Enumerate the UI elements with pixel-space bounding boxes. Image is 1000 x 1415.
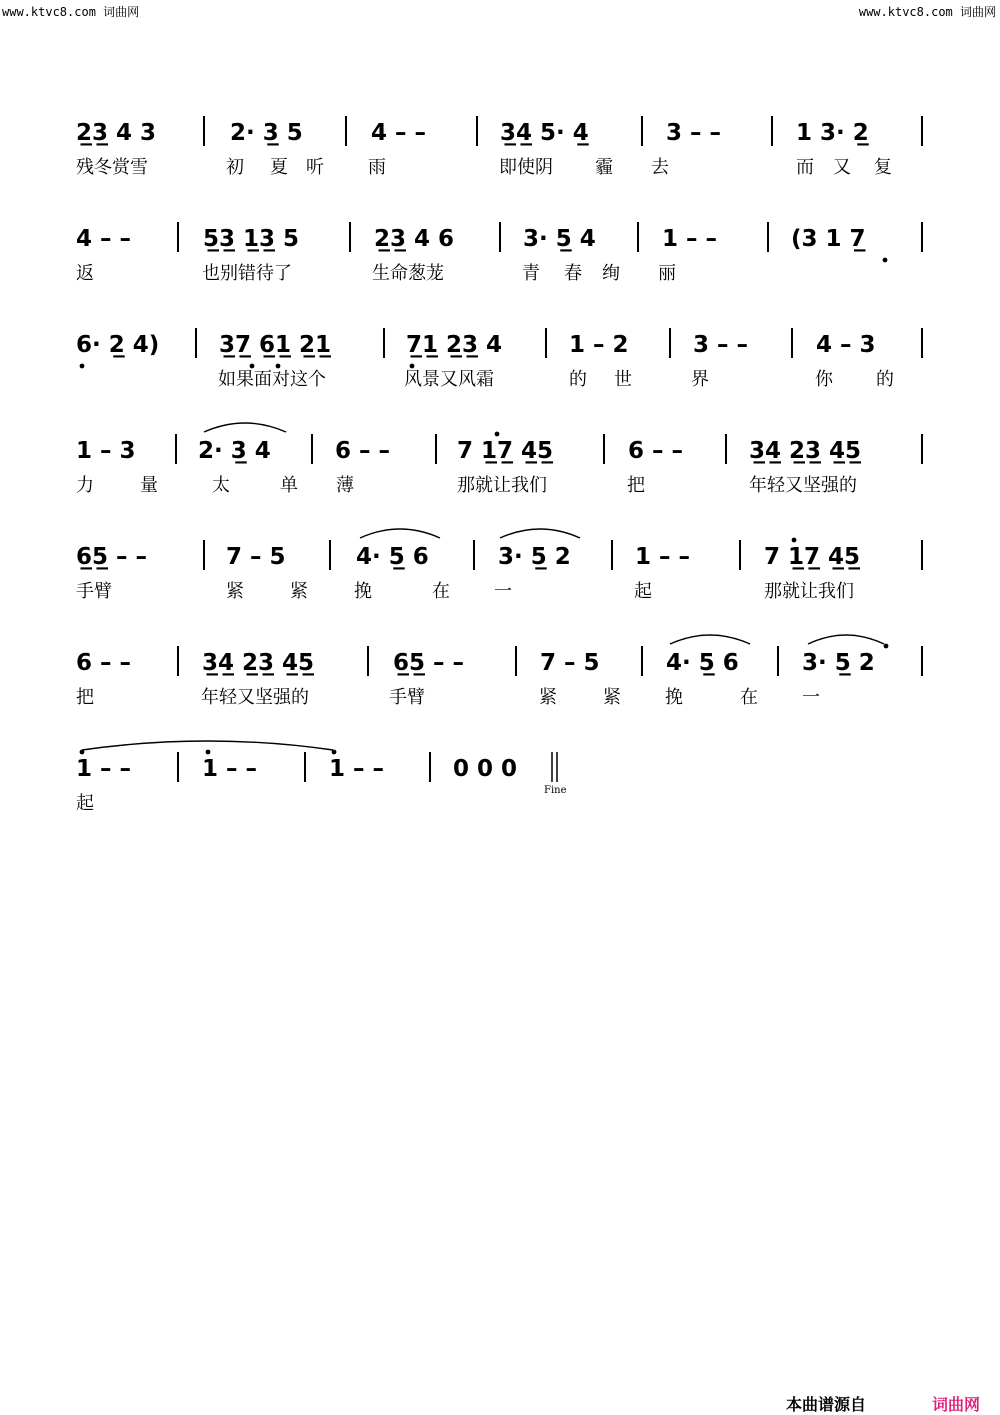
lyric-3-7: 的 <box>876 369 894 390</box>
lyric-3-1: 如果面对这个 <box>218 369 326 390</box>
lyric-6-3: 手臂 <box>389 687 425 708</box>
measure-7-1: 1 – – <box>76 756 132 782</box>
lyric-4-2: 量 <box>140 475 158 496</box>
lyric-1-2: 初 <box>226 157 244 178</box>
lyric-1-3: 夏 <box>270 157 288 178</box>
header-watermark-left: www.ktvc8.com 词曲网 <box>2 5 140 19</box>
lyrics-layer <box>76 157 894 814</box>
low-octave-dot-4 <box>276 364 281 369</box>
lyric-1-1: 残冬赏雪 <box>76 157 148 178</box>
measure-4-5: 6 – – <box>628 438 684 464</box>
measure-5-1: 6̲5̲ – – <box>76 544 148 570</box>
measure-1-5: 3 – – <box>666 120 722 146</box>
measure-6-2: 3̲4̲ 2̲3̲ 4̲5̲ <box>202 650 315 676</box>
measure-4-3: 6 – – <box>335 438 391 464</box>
measure-3-3: 7̲1̲ 2̲3̲ 4 <box>406 332 503 358</box>
lyric-5-1: 手臂 <box>76 581 112 602</box>
lyric-2-7: 丽 <box>658 263 676 284</box>
lyric-1-6: 即使阴 <box>499 157 553 178</box>
footer-site-name: 词曲网 <box>932 1395 981 1414</box>
measure-6-1: 6 – – <box>76 650 132 676</box>
measure-3-4: 1 – 2 <box>569 332 629 358</box>
low-octave-dot-1 <box>883 258 888 263</box>
measure-6-6: 3· 5̲ 2 <box>802 650 875 676</box>
high-octave-dot-4 <box>80 750 85 755</box>
lyric-1-8: 去 <box>651 157 669 178</box>
header-watermark-right: www.ktvc8.com 词曲网 <box>858 5 996 19</box>
lyric-4-7: 把 <box>627 475 645 496</box>
measure-3-1: 6· 2̲ 4) <box>76 332 160 358</box>
measure-6-3: 6̲5̲ – – <box>393 650 465 676</box>
lyric-1-9: 而 <box>796 157 814 178</box>
lyric-5-6: 一 <box>494 581 512 602</box>
low-octave-dot-5 <box>410 364 415 369</box>
lyric-3-5: 界 <box>691 369 709 390</box>
lyric-3-4: 世 <box>614 369 632 390</box>
lyric-1-11: 复 <box>874 157 892 178</box>
lyric-2-2: 也别错待了 <box>202 263 292 284</box>
measure-3-6: 4 – 3 <box>816 332 876 358</box>
measure-2-2: 5̲3̲ 1̲3̲ 5 <box>203 226 300 252</box>
lyric-1-4: 听 <box>306 157 324 178</box>
measure-5-5: 1 – – <box>635 544 691 570</box>
lyric-1-7: 霾 <box>595 157 613 178</box>
slur-5 <box>808 635 884 644</box>
lyric-2-1: 返 <box>76 263 94 284</box>
low-octave-dot-3 <box>250 364 255 369</box>
measure-2-4: 3· 5̲ 4 <box>523 226 596 252</box>
high-octave-dot-2 <box>792 538 797 543</box>
measure-1-2: 2· 3̲ 5 <box>230 120 303 146</box>
lyric-2-3: 生命葱茏 <box>372 263 444 284</box>
lyric-1-5: 雨 <box>368 157 386 178</box>
lyric-4-1: 力 <box>76 475 94 496</box>
measure-4-1: 1 – 3 <box>76 438 136 464</box>
measure-4-4: 7 1̲7̲ 4̲5̲ <box>457 438 554 464</box>
lyric-4-6: 那就让我们 <box>457 475 547 496</box>
measure-1-6: 1 3· 2̲ <box>796 120 869 146</box>
measure-4-2: 2· 3̲ 4 <box>198 438 271 464</box>
lyric-3-6: 你 <box>815 369 833 390</box>
measure-1-1: 2̲3̲ 4 3 <box>76 120 157 146</box>
lyric-4-4: 单 <box>280 475 298 496</box>
measure-1-4: 3̲4̲ 5· 4̲ <box>500 120 589 146</box>
lyric-5-2: 紧 <box>226 581 244 602</box>
measure-3-2: 3̲7̲ 6̲1̲ 2̲1̲ <box>219 332 332 358</box>
footer-source-label: 本曲谱源自 <box>786 1395 867 1414</box>
lyric-6-5: 紧 <box>603 687 621 708</box>
low-octave-dot-2 <box>80 364 85 369</box>
measure-2-6: (3 1 7̲ <box>791 226 866 252</box>
high-octave-dot-1 <box>495 432 500 437</box>
measure-5-2: 7 – 5 <box>226 544 286 570</box>
lyric-5-8: 那就让我们 <box>764 581 854 602</box>
slur-6 <box>82 741 333 750</box>
high-octave-dot-5 <box>206 750 211 755</box>
slur-2 <box>360 529 440 538</box>
measure-7-2: 1 – – <box>202 756 258 782</box>
measure-2-3: 2̲3̲ 4 6 <box>374 226 455 252</box>
lyric-6-7: 在 <box>740 687 758 708</box>
lyric-3-2: 风景又风霜 <box>404 369 494 390</box>
lyric-7-1: 起 <box>76 793 94 814</box>
lyric-2-5: 春 <box>564 263 582 284</box>
lyric-5-3: 紧 <box>290 581 308 602</box>
lyric-5-5: 在 <box>432 581 450 602</box>
high-octave-dot-6 <box>332 750 337 755</box>
slur-1 <box>204 423 286 432</box>
lyric-4-8: 年轻又坚强的 <box>749 475 857 496</box>
lyric-6-8: 一 <box>802 687 820 708</box>
lyric-6-2: 年轻又坚强的 <box>201 687 309 708</box>
lyric-2-4: 青 <box>522 263 540 284</box>
high-octave-dot-3 <box>884 644 889 649</box>
lyric-4-3: 太 <box>212 475 230 496</box>
fine-mark: Fine <box>544 785 567 796</box>
measure-5-6: 7 1̲7̲ 4̲5̲ <box>764 544 861 570</box>
measure-5-4: 3· 5̲ 2 <box>498 544 571 570</box>
lyric-1-10: 又 <box>833 157 851 178</box>
measure-7-4: 0 0 0 <box>453 756 518 782</box>
lyric-5-4: 挽 <box>354 581 372 602</box>
measure-6-4: 7 – 5 <box>540 650 600 676</box>
measure-1-3: 4 – – <box>371 120 427 146</box>
measure-2-1: 4 – – <box>76 226 132 252</box>
lyric-5-7: 起 <box>634 581 652 602</box>
lyric-2-6: 绚 <box>602 263 620 284</box>
measure-3-5: 3 – – <box>693 332 749 358</box>
lyric-6-6: 挽 <box>665 687 683 708</box>
slur-3 <box>500 529 580 538</box>
measure-6-5: 4· 5̲ 6 <box>666 650 739 676</box>
slur-4 <box>670 635 750 644</box>
lyric-6-1: 把 <box>76 687 94 708</box>
measure-5-3: 4· 5̲ 6 <box>356 544 429 570</box>
measures-layer <box>76 120 876 782</box>
lyric-4-5: 薄 <box>336 475 354 496</box>
measure-7-3: 1 – – <box>329 756 385 782</box>
lyric-6-4: 紧 <box>539 687 557 708</box>
measure-2-5: 1 – – <box>662 226 718 252</box>
lyric-3-3: 的 <box>569 369 587 390</box>
measure-4-6: 3̲4̲ 2̲3̲ 4̲5̲ <box>749 438 862 464</box>
